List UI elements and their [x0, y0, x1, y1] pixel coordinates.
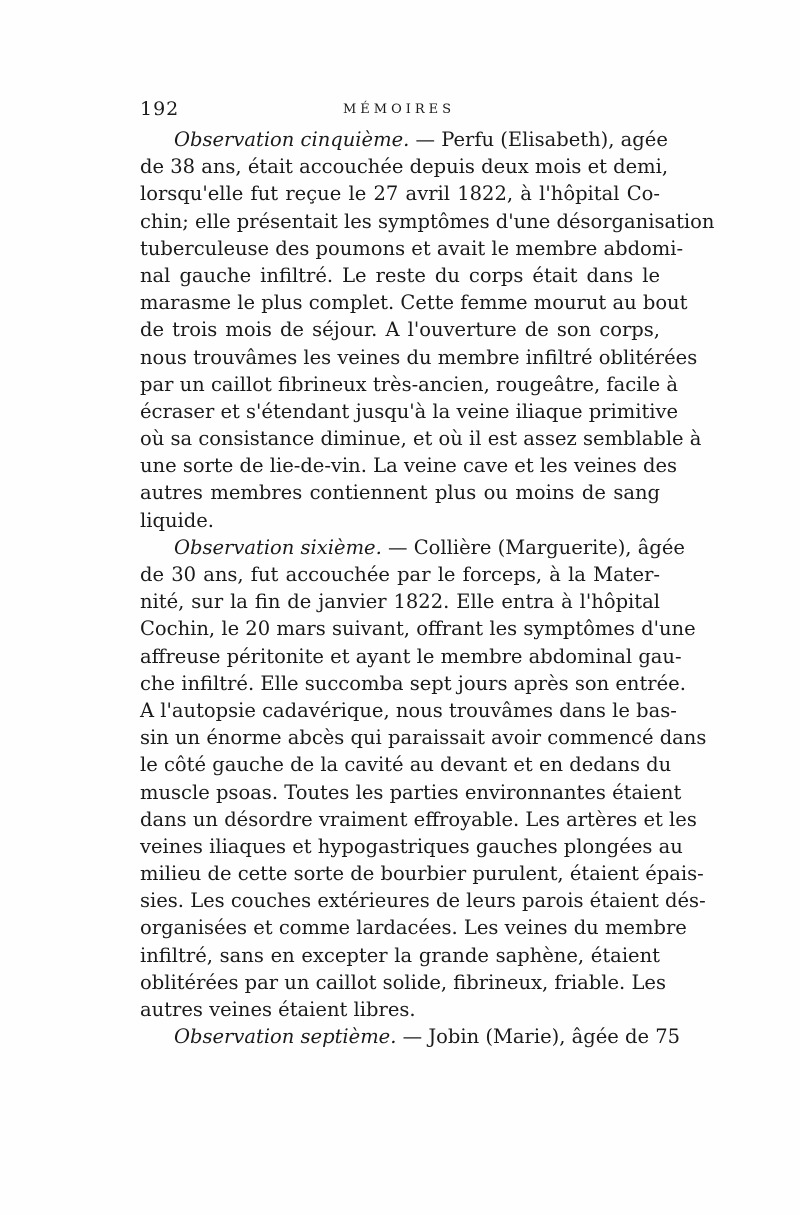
- text-line: oblitérées par un caillot solide, fibrineux, friable. Les: [140, 970, 666, 994]
- text-line: de trois mois de séjour. A l'ouverture de son corps,: [140, 318, 660, 342]
- text-line: dans un désordre vraiment effroyable. Les artères et les: [140, 807, 697, 831]
- text-line: où sa consistance diminue, et où il est assez semblable à: [140, 427, 702, 451]
- observation-7-title: Observation septième.: [174, 1025, 397, 1049]
- text-line: sies. Les couches extérieures de leurs parois étaient dés-: [140, 889, 706, 913]
- body-text: [140, 126, 715, 1050]
- text-line: milieu de cette sorte de bourbier purulent, étaient épais-: [140, 862, 704, 886]
- observation-6-title: Observation sixième.: [174, 535, 382, 559]
- text-line: marasme le plus complet. Cette femme mourut au bout: [140, 291, 688, 315]
- text-line: écraser et s'étendant jusqu'à la veine iliaque primitive: [140, 399, 679, 423]
- text-line-observation-5: [140, 126, 668, 153]
- text-line: une sorte de lie-de-vin. La veine cave et les veines des: [140, 454, 677, 478]
- text-line: tuberculeuse des poumons et avait le membre abdomi-: [140, 236, 684, 260]
- text-line: nous trouvâmes les veines du membre infiltré oblitérées: [140, 345, 698, 369]
- text-line: sin un énorme abcès qui paraissait avoir commencé dans: [140, 726, 707, 750]
- text-line: de 30 ans, fut accouchée par le forceps, à la Mater-: [140, 563, 660, 586]
- text-line: liquide.: [140, 508, 214, 532]
- text-line: nal gauche infiltré. Le reste du corps était dans le: [140, 263, 660, 287]
- observation-5-title: Observation cinquième.: [174, 128, 410, 151]
- text-line: lorsqu'elle fut reçue le 27 avril 1822, à l'hôpital Co-: [140, 182, 660, 206]
- text-line: organisées et comme lardacées. Les veines du membre: [140, 916, 687, 940]
- text-line: autres veines étaient libres.: [140, 998, 416, 1021]
- text-line: che infiltré. Elle succomba sept jours après son entrée.: [140, 671, 686, 695]
- observation-5-heading-rest: — Perfu (Elisabeth), agée: [409, 128, 668, 151]
- text-line: le côté gauche de la cavité au devant et en dedans du: [140, 753, 672, 777]
- text-line: chin; elle présentait les symptômes d'une désorganisation: [140, 209, 715, 233]
- text-line: muscle psoas. Toutes les parties environnantes étaient: [140, 780, 682, 804]
- text-line: infiltré, sans en excepter la grande saphène, étaient: [140, 943, 660, 967]
- text-line: nité, sur la fin de janvier 1822. Elle entra à l'hôpital: [140, 590, 660, 614]
- text-line-observation-6: [140, 534, 685, 561]
- text-line-observation-7: [140, 1023, 681, 1050]
- text-line: par un caillot fibrineux très-ancien, rougeâtre, facile à: [140, 372, 678, 396]
- text-line: autres membres contiennent plus ou moins de sang: [140, 481, 660, 505]
- text-line: affreuse péritonite et ayant le membre abdominal gau-: [140, 644, 682, 668]
- observation-6-heading-rest: — Collière (Marguerite), âgée: [381, 535, 685, 559]
- page-number: 192: [140, 98, 180, 120]
- text-line: A l'autopsie cadavérique, nous trouvâmes dans le bas-: [140, 698, 677, 722]
- running-title: MÉMOIRES: [342, 102, 456, 117]
- text-line: veines iliaques et hypogastriques gauches plongées au: [140, 834, 683, 858]
- observation-7-heading-rest: — Jobin (Marie), âgée de 75: [396, 1025, 681, 1049]
- text-line: de 38 ans, était accouchée depuis deux mois et demi,: [140, 155, 669, 179]
- running-head: [138, 98, 660, 124]
- text-line: Cochin, le 20 mars suivant, offrant les symptômes d'une: [140, 617, 696, 641]
